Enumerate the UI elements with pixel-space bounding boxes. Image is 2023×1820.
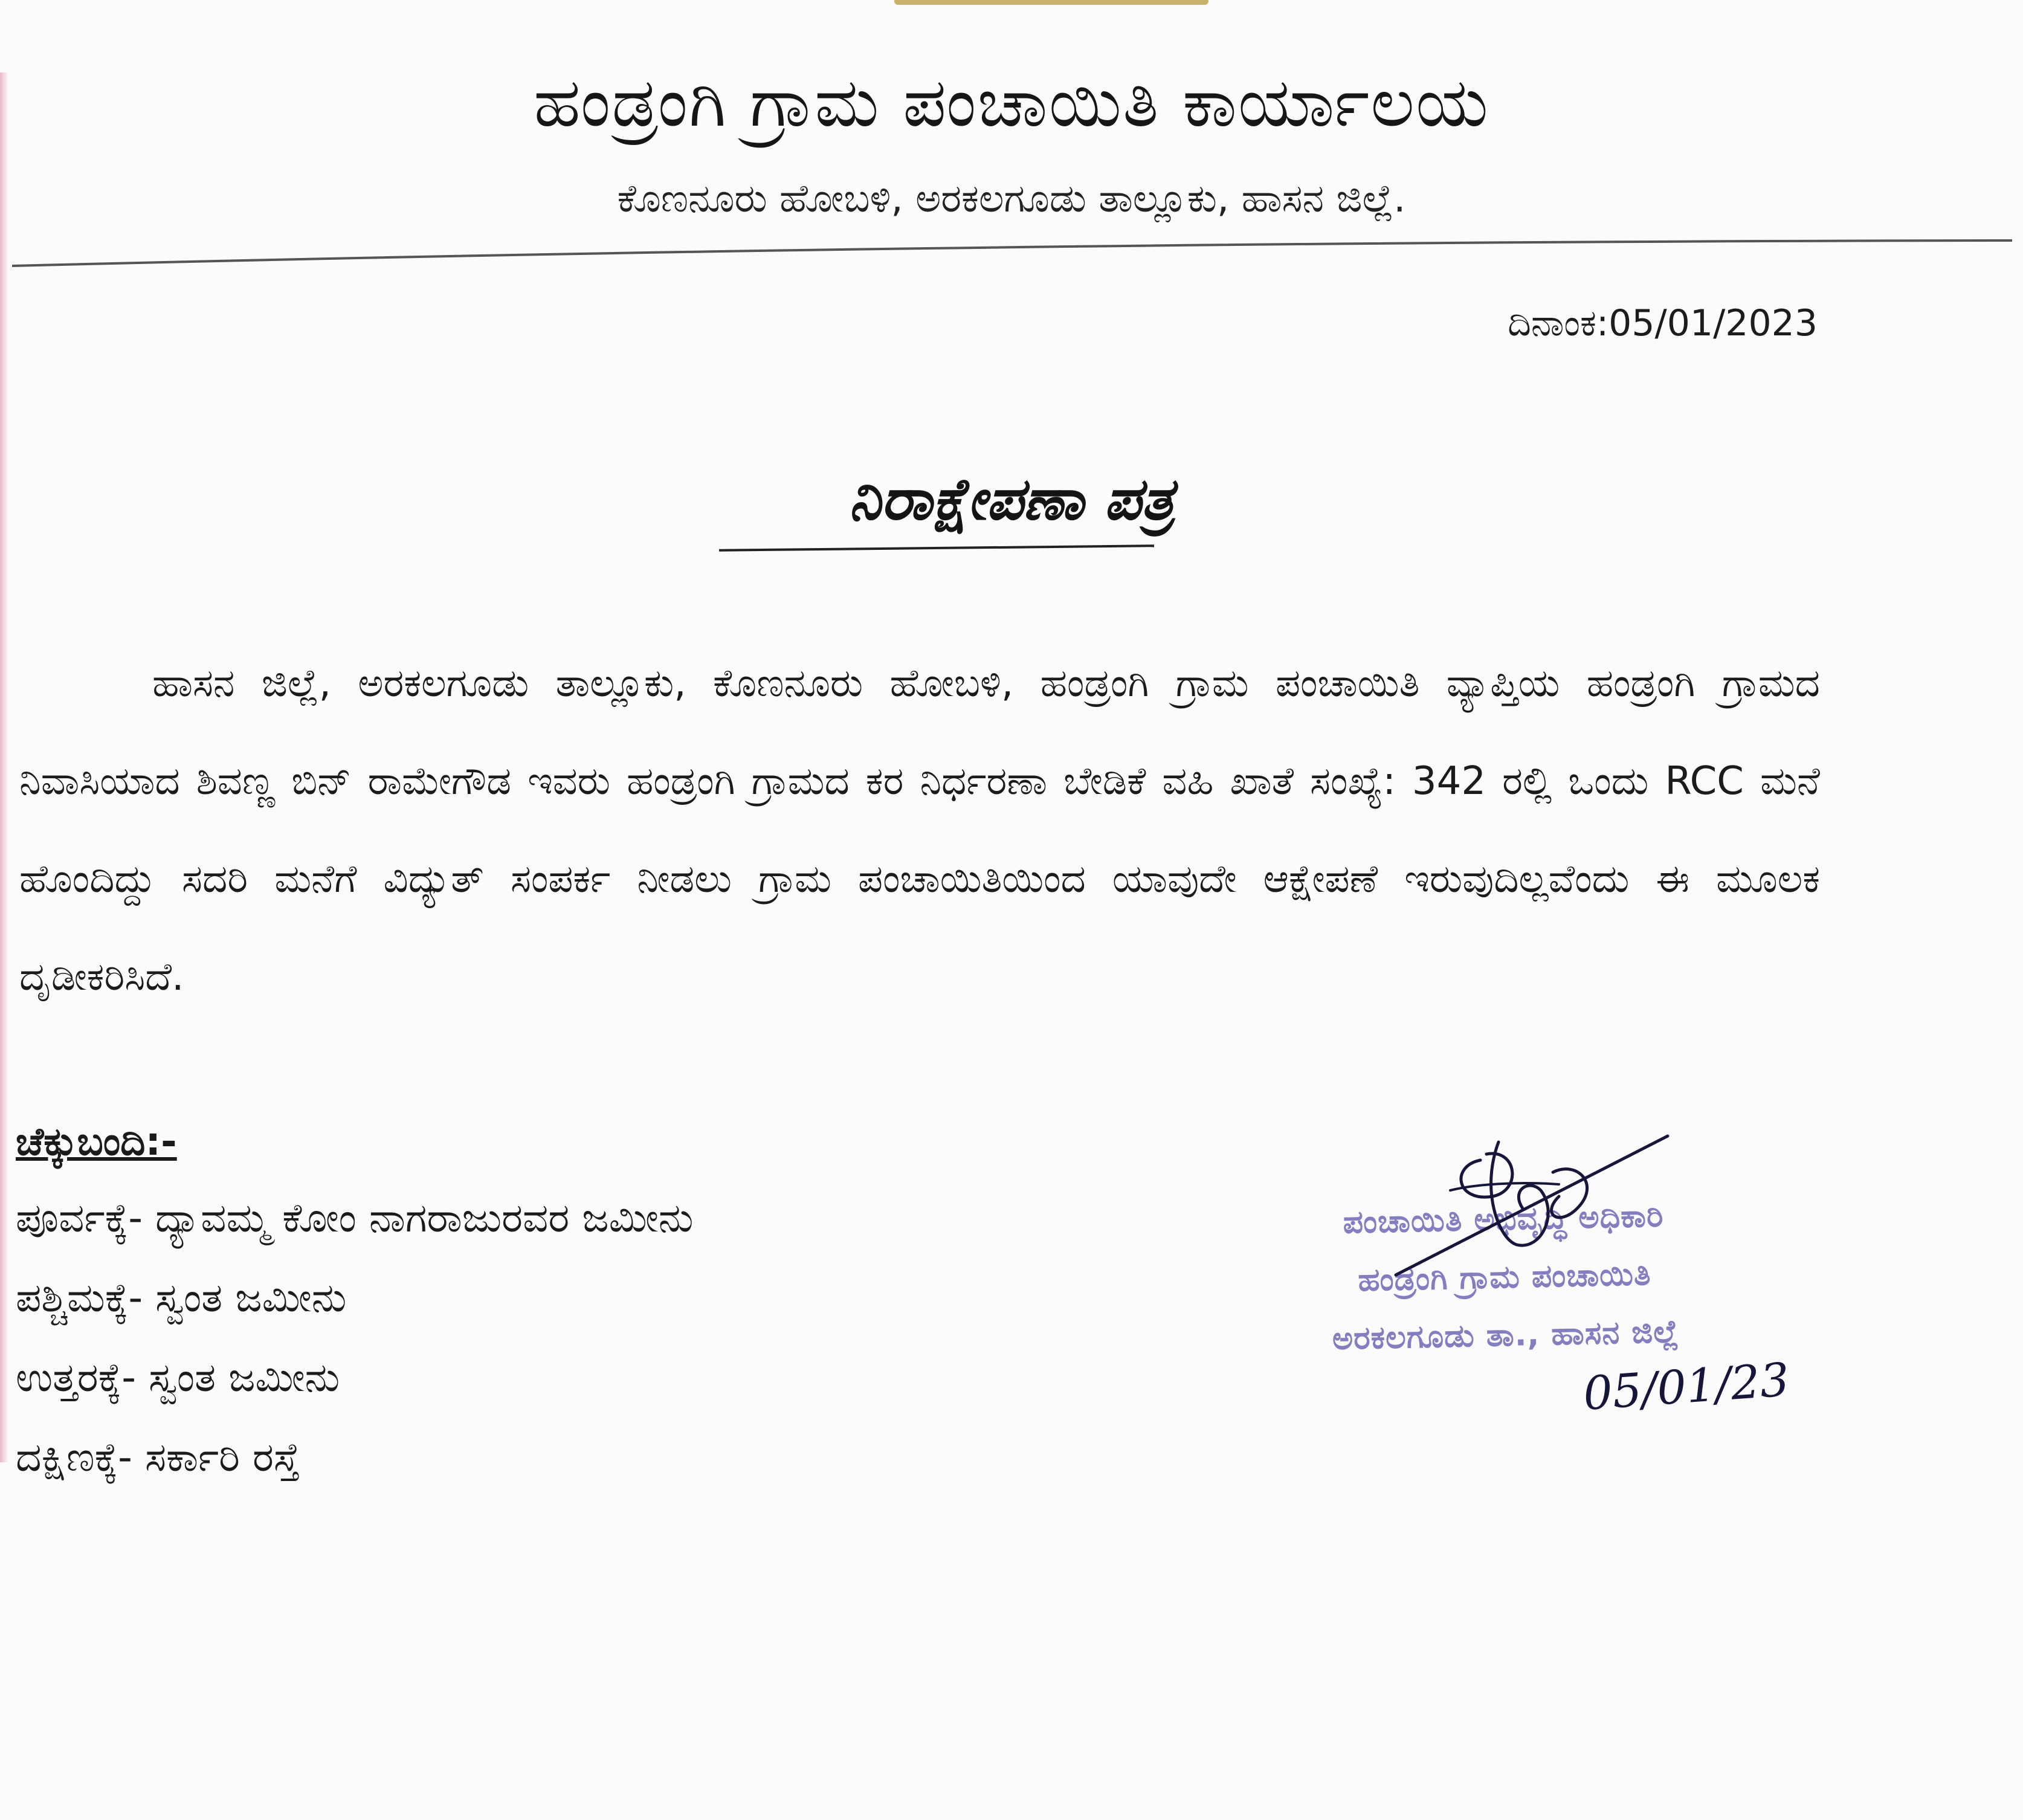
boundary-north: ಉತ್ತರಕ್ಕೆ- ಸ್ವಂತ ಜಮೀನು (16, 1354, 340, 1401)
boundaries-section (16, 1106, 1043, 1497)
title-underline (719, 544, 1154, 552)
paper-edge-shadow (0, 73, 8, 1462)
office-name: ಹಂಡ್ರಂಗಿ ಗ್ರಾಮ ಪಂಚಾಯಿತಿ ಕಾರ್ಯಾಲಯ (534, 63, 1489, 142)
letter-date: ದಿನಾಂಕ:05/01/2023 (1508, 302, 1818, 344)
boundaries-heading: ಚೆಕ್ಕುಬಂದಿ:- (16, 1120, 177, 1164)
header-divider (12, 237, 2012, 273)
stamp-office: ಹಂಡ್ರಂಗಿ ಗ್ರಾಮ ಪಂಚಾಯಿತಿ (1357, 1256, 1652, 1299)
paper-tab (894, 0, 1208, 5)
stamp-designation: ಪಂಚಾಯಿತಿ ಅಭಿವೃದ್ಧಿ ಅಧಿಕಾರಿ (1343, 1198, 1664, 1241)
boundary-south: ದಕ್ಷಿಣಕ್ಕೆ- ಸರ್ಕಾರಿ ರಸ್ತೆ (16, 1434, 300, 1480)
office-address: ಕೊಣನೂರು ಹೋಬಳಿ, ಅರಕಲಗೂಡು ತಾಲ್ಲೂಕು, ಹಾಸನ ಜಿಲ್ಲೆ. (617, 176, 1406, 221)
document-title: ನಿರಾಕ್ಷೇಪಣಾ ಪತ್ರ (848, 465, 1175, 533)
handwritten-signature (1360, 1124, 1674, 1293)
boundary-east: ಪೂರ್ವಕ್ಕೆ- ದ್ಯಾವಮ್ಮ ಕೋಂ ನಾಗರಾಜುರವರ ಜಮೀನು (16, 1195, 694, 1241)
stamp-location: ಅರಕಲಗೂಡು ತಾ., ಹಾಸನ ಜಿಲ್ಲೆ (1332, 1313, 1680, 1357)
certificate-body: ಹಾಸನ ಜಿಲ್ಲೆ, ಅರಕಲಗೂಡು ತಾಲ್ಲೂಕು, ಕೊಣನೂರು ಹೋಬಳಿ, ಹಂಡ್ರಂಗಿ ಗ್ರಾಮ ಪಂಚಾಯಿತಿ ವ್ಯಾಪ್ತಿಯ ಹಂಡ್ರಂಗಿ ಗ್ರಾಮದ ನಿವಾಸಿಯಾದ ಶಿವಣ್ಣ ಬಿನ್ ರಾಮೇಗೌಡ ಇವರು ಹಂಡ್ರಂಗಿ ಗ್ರಾಮದ ಕರ ನಿರ್ಧರಣಾ ಬೇಡಿಕೆ ವಹಿ ಖಾತೆ ಸಂಖ್ಯೆ: 342 ರಲ್ಲಿ ಒಂದು RCC ಮನೆ ಹೊಂದಿದ್ದು ಸದರಿ ಮನೆಗೆ ವಿದ್ಯುತ್ ಸಂಪರ್ಕ ನೀಡಲು ಗ್ರಾಮ ಪಂಚಾಯಿತಿಯಿಂದ ಯಾವುದೇ ಆಕ್ಷೇಪಣೆ ಇರುವುದಿಲ್ಲವೆಂದು ಈ ಮೂಲಕ ದೃಡೀಕರಿಸಿದೆ. (19, 661, 1820, 999)
boundary-west: ಪಶ್ಚಿಮಕ್ಕೆ- ಸ್ವಂತ ಜಮೀನು (16, 1274, 347, 1321)
signature-date: 05/01/23 (1581, 1352, 1792, 1421)
